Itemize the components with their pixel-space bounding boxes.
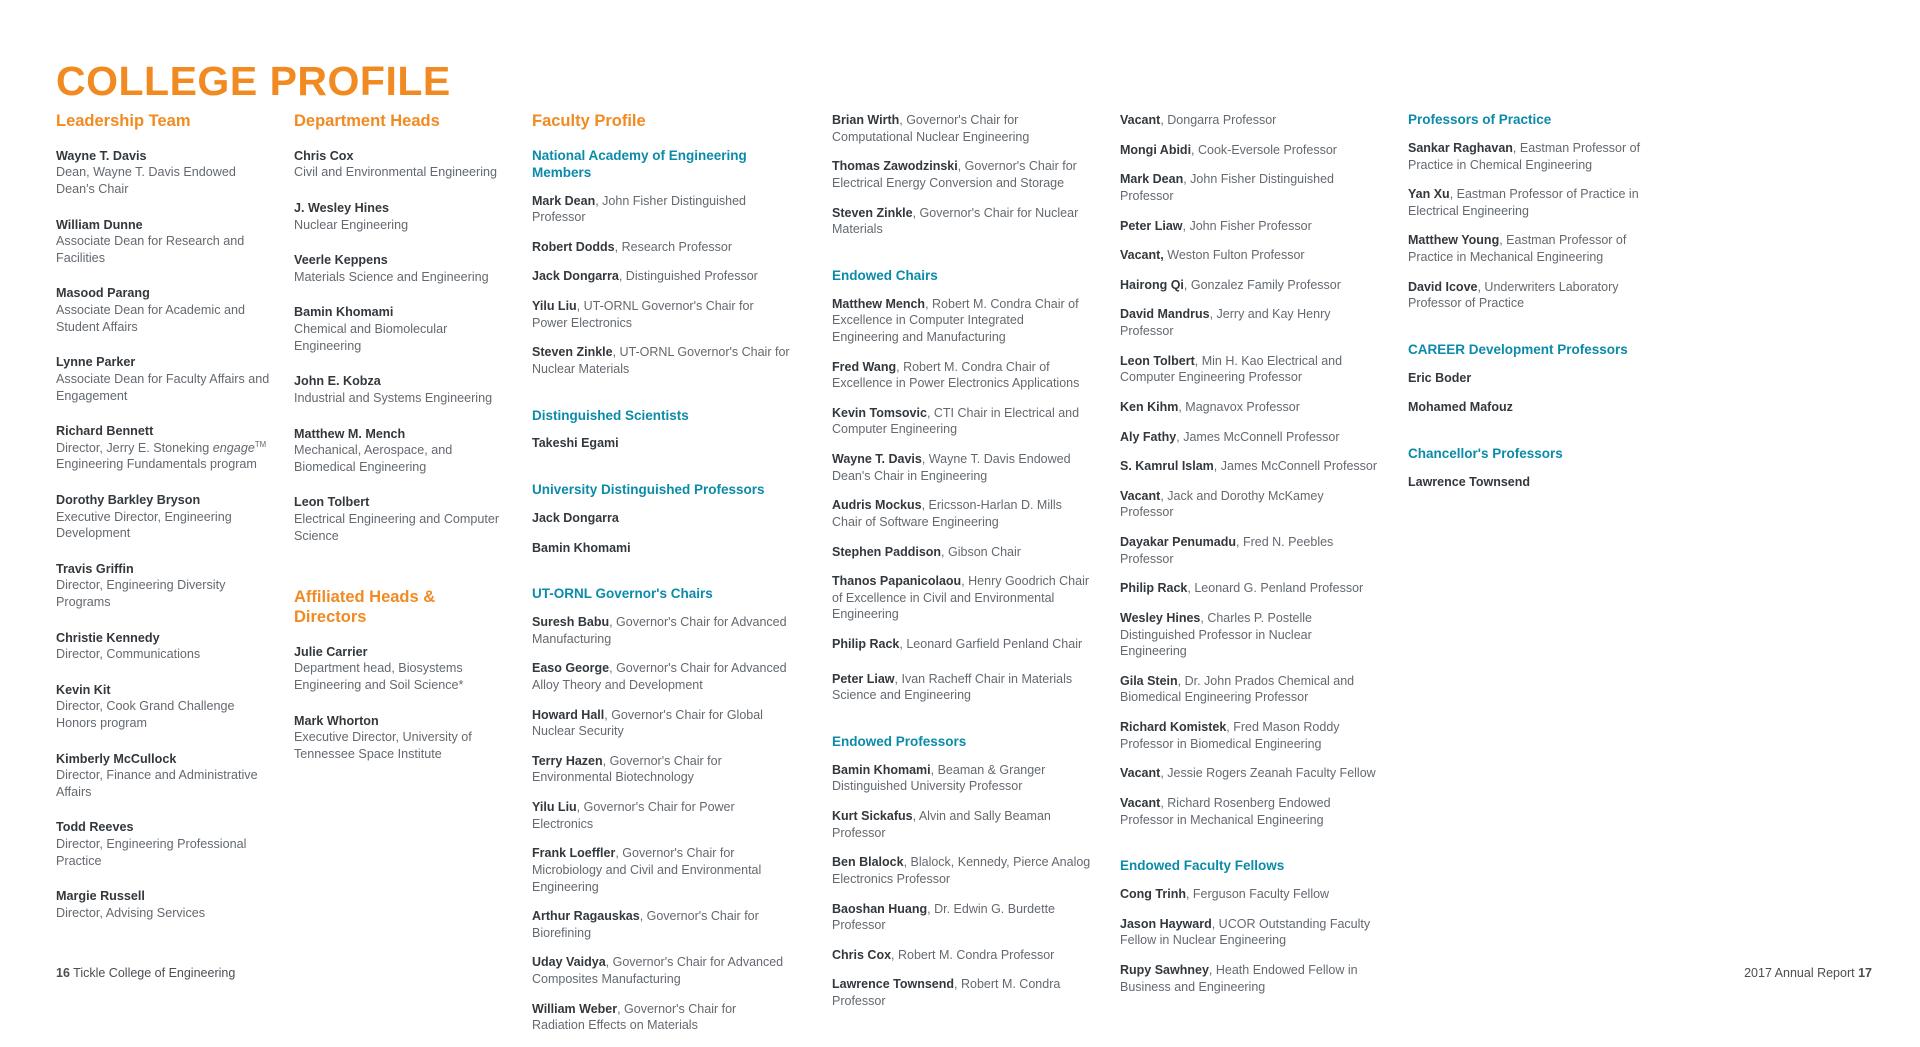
person-detail: , Distinguished Professor	[618, 269, 758, 284]
role-text-italic: engage	[212, 440, 255, 455]
person-name: Richard Bennett	[56, 424, 154, 439]
person-name: Jason Hayward	[1120, 916, 1212, 931]
subheading-endowed-chairs: Endowed Chairs	[832, 267, 938, 283]
list-item	[832, 976, 1092, 1009]
list-item	[532, 1001, 792, 1034]
list-item	[294, 200, 512, 233]
list-item	[1120, 534, 1380, 567]
list-item	[532, 193, 792, 226]
list-item	[56, 682, 274, 732]
list-item	[294, 644, 512, 694]
person-name: Audris Mockus	[832, 498, 922, 513]
list-item	[532, 954, 792, 987]
person-name: Peter Liaw	[1120, 218, 1183, 233]
person-detail: , Robert M. Condra Professor	[891, 947, 1055, 962]
list-item	[832, 296, 1092, 346]
list-item	[1120, 673, 1380, 706]
column-endowed-chairs	[832, 112, 1120, 1023]
person-detail: , Gibson Chair	[941, 544, 1021, 559]
person-name: Matthew Young	[1408, 233, 1500, 248]
person-name: Mark Dean	[532, 193, 596, 208]
person-name: Bamin Khomami	[532, 540, 631, 555]
person-detail: , John Fisher Distinguished Professor	[532, 193, 747, 225]
person-name: Margie Russell	[56, 889, 145, 904]
governors-chairs-entry-list	[532, 614, 792, 1034]
list-item	[532, 239, 792, 256]
list-item	[832, 158, 1092, 191]
person-role: Nuclear Engineering	[294, 217, 409, 232]
role-text-pre: Director, Jerry E. Stoneking	[56, 440, 213, 455]
person-role: Department head, Biosystems Engineering and Soil Science*	[294, 661, 464, 692]
person-detail: , Cook-Eversole Professor	[1191, 142, 1337, 157]
person-name: Philip Rack	[832, 637, 900, 651]
person-name: Chris Cox	[832, 947, 892, 962]
endowed-professors-entry-list	[832, 762, 1092, 1010]
list-item	[532, 707, 792, 740]
subheading-distinguished-scientists: Distinguished Scientists	[532, 407, 689, 423]
person-role	[56, 440, 274, 473]
list-item	[1120, 916, 1380, 949]
person-name: Suresh Babu	[532, 615, 610, 630]
person-name: Vacant	[1120, 113, 1161, 127]
person-detail: , Jessie Rogers Zeanah Faculty Fellow	[1160, 766, 1376, 781]
list-item	[832, 854, 1092, 887]
person-name: William Dunne	[56, 217, 143, 232]
person-role: Associate Dean for Faculty Affairs and Engagement	[56, 371, 270, 403]
person-name: Gila Stein	[1120, 673, 1178, 688]
subheading-university-distinguished-professors: University Distinguished Professors	[532, 482, 765, 498]
person-detail: , Governor's Chair for Microbiology and Civil and Environmental Engineering	[532, 846, 762, 894]
list-item	[1120, 142, 1380, 159]
list-item	[56, 888, 274, 921]
person-role: Mechanical, Aerospace, and Biomedical Engineering	[294, 443, 453, 474]
person-name: Leon Tolbert	[294, 495, 370, 510]
professors-of-practice-entry-list	[1408, 140, 1668, 312]
person-name: Masood Parang	[56, 286, 150, 301]
person-name: J. Wesley Hines	[294, 201, 389, 216]
endowed-faculty-fellows-entry-list	[1120, 886, 1380, 995]
section-heading-affiliated-heads-directors: Affiliated Heads & Directors	[294, 588, 436, 626]
person-detail: , Wayne T. Davis Endowed Dean's Chair in Engineering	[832, 452, 1071, 483]
list-item	[532, 799, 792, 832]
person-name: Brian Wirth	[832, 113, 900, 127]
list-item	[56, 561, 274, 611]
subheading-endowed-faculty-fellows: Endowed Faculty Fellows	[1120, 858, 1285, 874]
person-name: Dorothy Barkley Bryson	[56, 492, 201, 507]
person-role: Executive Director, Engineering Development	[56, 509, 232, 541]
person-detail: , Beaman & Granger Distinguished University Professor	[832, 762, 1046, 794]
person-detail: , Dongarra Professor	[1160, 113, 1277, 127]
person-role: Director, Finance and Administrative Affairs	[56, 768, 258, 799]
affiliated-entry-list	[294, 644, 512, 763]
person-detail: , Ferguson Faculty Fellow	[1185, 887, 1330, 901]
person-role: Associate Dean for Academic and Student Affairs	[56, 303, 246, 334]
column-department-heads	[294, 112, 532, 781]
university-distinguished-entry-list	[532, 510, 792, 556]
list-item	[56, 630, 274, 663]
person-name: Travis Griffin	[56, 561, 134, 576]
person-detail: , Dr. John Prados Chemical and Biomedical Engineering Professor	[1120, 673, 1355, 705]
content-columns	[56, 112, 1880, 1047]
person-name: Mongi Abidi	[1120, 142, 1192, 157]
governors-chairs-continued-list	[832, 112, 1092, 238]
list-item	[294, 148, 512, 181]
list-item	[1120, 795, 1380, 828]
list-item	[294, 713, 512, 763]
list-item	[1120, 610, 1380, 660]
list-item	[832, 359, 1092, 392]
leadership-entry-list	[56, 148, 274, 922]
endowed-chairs-entry-list	[832, 296, 1092, 704]
person-detail: , Fred Mason Roddy Professor in Biomedical Engineering	[1120, 720, 1340, 751]
footer-left	[56, 966, 235, 980]
person-detail: , Gonzalez Family Professor	[1183, 277, 1341, 292]
list-item	[1120, 112, 1380, 129]
list-item	[56, 217, 274, 267]
person-detail: , Heath Endowed Fellow in Business and Engineering	[1120, 962, 1358, 994]
person-name: Julie Carrier	[294, 644, 368, 659]
person-name: Sankar Raghavan	[1408, 140, 1513, 155]
list-item	[1408, 232, 1668, 265]
person-name: Thanos Papanicolaou	[832, 574, 962, 589]
person-name: Vacant	[1120, 488, 1161, 503]
person-name: Yan Xu	[1408, 187, 1450, 202]
person-name: Jack Dongarra	[532, 269, 619, 284]
list-item	[832, 451, 1092, 484]
person-name: Kurt Sickafus	[832, 809, 913, 823]
list-item	[56, 354, 274, 404]
person-detail: , John Fisher Distinguished Professor	[1120, 172, 1335, 203]
person-name: Leon Tolbert	[1120, 353, 1195, 368]
person-detail: , UCOR Outstanding Faculty Fellow in Nuclear Engineering	[1120, 916, 1371, 948]
person-name: Easo George	[532, 661, 610, 676]
subheading-professors-of-practice: Professors of Practice	[1408, 112, 1552, 127]
list-item	[532, 908, 792, 941]
list-item	[832, 112, 1092, 145]
person-name: Wayne T. Davis	[56, 148, 147, 163]
person-name: Frank Loeffler	[532, 846, 616, 861]
person-detail: , Eastman Professor of Practice in Electrical Engineering	[1408, 187, 1639, 218]
column-faculty-profile	[532, 112, 832, 1047]
person-role: Dean, Wayne T. Davis Endowed Dean's Chair	[56, 165, 236, 197]
list-item	[1408, 474, 1668, 491]
list-item	[1120, 277, 1380, 294]
footer-left-label: Tickle College of Engineering	[73, 966, 236, 980]
list-item	[1120, 886, 1380, 903]
list-item	[832, 205, 1092, 238]
person-name: Dayakar Penumadu	[1120, 535, 1237, 549]
person-detail: , Ericsson-Harlan D. Mills Chair of Software Engineering	[832, 498, 1062, 529]
list-item	[56, 819, 274, 869]
person-name: Thomas Zawodzinski	[832, 159, 958, 174]
person-name: Fred Wang	[832, 359, 897, 374]
person-detail: , Alvin and Sally Beaman Professor	[832, 809, 1051, 840]
person-name: Veerle Keppens	[294, 253, 388, 268]
person-detail: , James McConnell Professor	[1213, 459, 1378, 474]
person-detail: , Robert M. Condra Chair of Excellence in Computer Integrated Engineering and Manufacturing	[832, 296, 1079, 344]
person-name: S. Kamrul Islam	[1120, 459, 1214, 474]
list-item	[832, 497, 1092, 530]
person-name: Mark Whorton	[294, 713, 379, 728]
person-detail: , Governor's Chair for Electrical Energy Conversion and Storage	[832, 159, 1077, 190]
person-role: Director, Cook Grand Challenge Honors program	[56, 699, 235, 731]
list-item	[832, 762, 1092, 795]
person-name: Howard Hall	[532, 707, 605, 722]
person-name: Yilu Liu	[532, 800, 577, 815]
role-text-post: Engineering Fundamentals program	[56, 457, 257, 472]
person-detail: , Research Professor	[614, 239, 733, 254]
footer-left-page-number: 16	[56, 966, 70, 980]
person-name: Lawrence Townsend	[1408, 474, 1531, 489]
list-item	[532, 845, 792, 895]
list-item	[1120, 765, 1380, 782]
person-name: Robert Dodds	[532, 239, 615, 254]
person-detail: , Blalock, Kennedy, Pierce Analog Electronics Professor	[832, 855, 1091, 886]
department-heads-entry-list	[294, 148, 512, 544]
person-name: Philip Rack	[1120, 581, 1188, 596]
list-item	[1120, 247, 1380, 264]
list-item	[1120, 429, 1380, 446]
person-detail: , Governor's Chair for Computational Nuclear Engineering	[832, 113, 1030, 144]
person-detail: , Jerry and Kay Henry Professor	[1120, 307, 1331, 338]
list-item	[56, 285, 274, 335]
subheading-endowed-professors: Endowed Professors	[832, 733, 967, 749]
list-item	[1120, 306, 1380, 339]
person-name: John E. Kobza	[294, 374, 381, 389]
list-item	[1408, 370, 1668, 387]
list-item	[832, 573, 1092, 623]
person-detail: , UT-ORNL Governor's Chair for Power Electronics	[532, 299, 754, 330]
list-item	[56, 423, 274, 473]
list-item	[532, 540, 792, 557]
person-name: David Mandrus	[1120, 307, 1210, 322]
person-detail: , John Fisher Professor	[1182, 218, 1312, 233]
section-heading-faculty-profile: Faculty Profile	[532, 112, 646, 130]
person-name: Matthew M. Mench	[294, 426, 406, 441]
person-name: Jack Dongarra	[532, 510, 619, 525]
person-role: Materials Science and Engineering	[294, 269, 489, 284]
person-detail: , Min H. Kao Electrical and Computer Engineering Professor	[1120, 353, 1343, 385]
person-detail: , Eastman Professor of Practice in Mechanical Engineering	[1408, 233, 1627, 264]
column-professors-of-practice	[1408, 112, 1678, 504]
person-name: Rupy Sawhney	[1120, 962, 1209, 977]
person-name: Lawrence Townsend	[832, 977, 955, 992]
person-name: Uday Vaidya	[532, 955, 606, 970]
list-item	[56, 751, 274, 801]
list-item	[56, 148, 274, 198]
person-name: Kevin Kit	[56, 682, 111, 697]
list-item	[294, 373, 512, 406]
list-item	[1408, 279, 1668, 312]
list-item	[1408, 186, 1668, 219]
person-name: Wayne T. Davis	[832, 452, 922, 466]
person-name: Kimberly McCullock	[56, 751, 177, 766]
list-item	[56, 492, 274, 542]
person-detail: , Magnavox Professor	[1178, 399, 1300, 414]
person-detail: , Eastman Professor of Practice in Chemical Engineering	[1408, 140, 1641, 172]
list-item	[532, 753, 792, 786]
person-name: Stephen Paddison	[832, 544, 942, 559]
list-item	[1120, 399, 1380, 416]
person-name: Vacant	[1120, 795, 1161, 810]
person-name: Christie Kennedy	[56, 630, 160, 645]
list-item	[1408, 399, 1668, 416]
person-name: Kevin Tomsovic	[832, 405, 927, 420]
list-item	[294, 494, 512, 544]
list-item	[832, 405, 1092, 438]
person-detail: , Governor's Chair for Advanced Manufacturing	[532, 615, 787, 646]
list-item	[1120, 719, 1380, 752]
person-detail: , Robert M. Condra Professor	[832, 977, 1061, 1008]
person-name: Baoshan Huang	[832, 901, 928, 916]
person-detail: , Richard Rosenberg Endowed Professor in Mechanical Engineering	[1120, 795, 1331, 827]
person-detail: , Governor's Chair for Power Electronics	[532, 800, 735, 831]
chancellors-professors-entry-list	[1408, 474, 1668, 491]
person-role: Associate Dean for Research and Facilities	[56, 234, 245, 265]
list-item	[832, 671, 1092, 704]
person-name: Vacant	[1120, 766, 1161, 781]
person-name: Peter Liaw	[832, 671, 895, 686]
person-detail: , Charles P. Postelle Distinguished Professor in Nuclear Engineering	[1120, 610, 1313, 659]
person-name: Eric Boder	[1408, 370, 1472, 385]
person-name: Mark Dean	[1120, 172, 1184, 187]
subheading-chancellors-professors: Chancellor's Professors	[1408, 446, 1563, 461]
list-item	[532, 435, 792, 452]
section-heading-leadership-team: Leadership Team	[56, 112, 191, 130]
footer-right-page-number: 17	[1858, 966, 1872, 980]
list-item	[832, 808, 1092, 841]
list-item	[1408, 140, 1668, 173]
person-detail: , Governor's Chair for Biorefining	[532, 909, 759, 940]
person-detail: , Robert M. Condra Chair of Excellence in Power Electronics Applications	[832, 359, 1080, 391]
person-detail: , Leonard Garfield Penland Chair	[899, 637, 1083, 651]
person-name: William Weber	[532, 1001, 618, 1016]
person-detail: , Dr. Edwin G. Burdette Professor	[832, 901, 1055, 933]
list-item	[532, 510, 792, 527]
list-item	[532, 344, 792, 377]
person-name: Steven Zinkle	[832, 205, 913, 220]
person-name: Bamin Khomami	[832, 762, 931, 777]
person-role: Director, Communications	[56, 647, 201, 662]
person-detail: , Leonard G. Penland Professor	[1187, 581, 1364, 596]
person-detail: , Fred N. Peebles Professor	[1120, 535, 1334, 566]
distinguished-scientists-entry-list	[532, 435, 792, 452]
person-name: Vacant,	[1120, 248, 1164, 263]
person-name: Lynne Parker	[56, 355, 136, 370]
person-name: Takeshi Egami	[532, 436, 619, 451]
person-name: Wesley Hines	[1120, 610, 1201, 625]
page-title: COLLEGE PROFILE	[56, 58, 451, 105]
person-name: Aly Fathy	[1120, 429, 1177, 444]
list-item	[294, 252, 512, 285]
column-leadership	[56, 112, 294, 941]
person-detail: , Governor's Chair for Radiation Effects on Materials	[532, 1001, 737, 1033]
section-heading-department-heads: Department Heads	[294, 112, 440, 130]
person-detail: , CTI Chair in Electrical and Computer Engineering	[832, 405, 1080, 437]
person-detail: , Governor's Chair for Global Nuclear Security	[532, 707, 763, 739]
list-item	[532, 268, 792, 285]
person-name: Hairong Qi	[1120, 277, 1184, 292]
person-role: Chemical and Biomolecular Engineering	[294, 322, 448, 353]
list-item	[532, 660, 792, 693]
list-item	[1120, 218, 1380, 235]
person-name: Terry Hazen	[532, 753, 603, 768]
person-name: Arthur Ragauskas	[532, 909, 640, 924]
person-name: Cong Trinh	[1120, 887, 1186, 901]
list-item	[832, 636, 1092, 653]
subheading-career-development-professors: CAREER Development Professors	[1408, 341, 1628, 357]
list-item	[294, 304, 512, 354]
person-detail: , Governor's Chair for Nuclear Materials	[832, 205, 1079, 237]
person-name: Chris Cox	[294, 148, 354, 163]
column-endowed-professors-continued	[1120, 112, 1408, 1008]
person-role: Director, Engineering Diversity Programs	[56, 578, 226, 609]
person-role: Executive Director, University of Tennessee Space Institute	[294, 730, 472, 761]
subheading-ut-ornl-governors-chairs: UT-ORNL Governor's Chairs	[532, 586, 713, 602]
person-detail: , Governor's Chair for Advanced Composites Manufacturing	[532, 955, 784, 987]
person-detail: , Underwriters Laboratory Professor of Practice	[1408, 279, 1619, 311]
person-detail: , Henry Goodrich Chair of Excellence in Civil and Environmental Engineering	[832, 574, 1090, 622]
person-role: Electrical Engineering and Computer Science	[294, 511, 500, 543]
list-item	[832, 901, 1092, 934]
list-item	[1120, 171, 1380, 204]
person-detail: , Governor's Chair for Environmental Biotechnology	[532, 753, 722, 785]
person-name: Yilu Liu	[532, 299, 577, 314]
list-item	[832, 947, 1092, 964]
person-detail: , Ivan Racheff Chair in Materials Science and Engineering	[832, 671, 1073, 703]
footer-right	[1744, 966, 1872, 980]
person-detail: Weston Fulton Professor	[1163, 248, 1305, 263]
person-name: Steven Zinkle	[532, 345, 613, 360]
list-item	[294, 426, 512, 476]
person-name: Mohamed Mafouz	[1408, 400, 1513, 415]
list-item	[1120, 458, 1380, 475]
person-name: Todd Reeves	[56, 820, 134, 835]
national-academy-entry-list	[532, 193, 792, 378]
person-detail: , UT-ORNL Governor's Chair for Nuclear Materials	[532, 345, 790, 376]
list-item	[1120, 353, 1380, 386]
person-name: Richard Komistek	[1120, 720, 1227, 734]
person-detail: , James McConnell Professor	[1176, 429, 1340, 444]
list-item	[1120, 488, 1380, 521]
list-item	[1120, 962, 1380, 995]
person-detail: , Governor's Chair for Advanced Alloy Theory and Development	[532, 661, 787, 692]
list-item	[832, 544, 1092, 561]
footer-right-label: 2017 Annual Report	[1744, 966, 1855, 980]
person-name: Ken Kihm	[1120, 399, 1179, 414]
list-item	[532, 298, 792, 331]
person-name: Ben Blalock	[832, 855, 904, 870]
person-name: Bamin Khomami	[294, 305, 394, 320]
person-detail: , Jack and Dorothy McKamey Professor	[1120, 488, 1324, 520]
trademark-mark: TM	[254, 439, 267, 449]
list-item	[1120, 580, 1380, 597]
endowed-professors-continued-list	[1120, 112, 1380, 828]
person-role: Director, Advising Services	[56, 905, 206, 920]
person-role: Industrial and Systems Engineering	[294, 390, 493, 405]
subheading-national-academy: National Academy of Engineering Members	[532, 147, 747, 180]
person-role: Civil and Environmental Engineering	[294, 165, 498, 180]
career-development-entry-list	[1408, 370, 1668, 416]
person-name: David Icove	[1408, 279, 1478, 294]
person-name: Matthew Mench	[832, 296, 926, 311]
list-item	[532, 614, 792, 647]
person-role: Director, Engineering Professional Practice	[56, 837, 247, 868]
